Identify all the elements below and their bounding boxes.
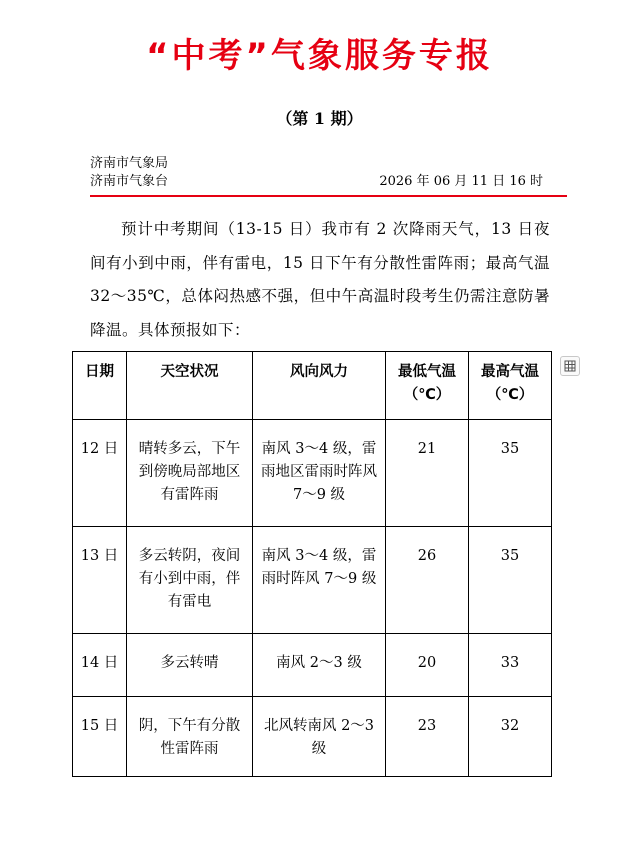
issuer-observatory: 济南市气象台	[90, 174, 169, 189]
cell-max-temp: 32	[469, 697, 552, 777]
issue-number: （第 1 期）	[276, 109, 363, 128]
col-header-sky: 天空状况	[127, 352, 253, 420]
header-divider	[90, 195, 567, 197]
table-row	[73, 420, 552, 527]
table-row	[73, 697, 552, 777]
issue-datetime: 2026 年 06 月 11 日 16 时	[379, 174, 543, 189]
forecast-table	[72, 351, 552, 777]
cell-date: 13 日	[73, 527, 127, 634]
table-header-row	[73, 352, 552, 420]
cell-min-temp: 21	[386, 420, 469, 527]
table-icon[interactable]	[560, 356, 580, 376]
col-header-min-temp: 最低气温（℃）	[386, 352, 469, 420]
cell-min-temp: 26	[386, 527, 469, 634]
table-row	[73, 527, 552, 634]
forecast-intro: 预计中考期间（13-15 日）我市有 2 次降雨天气，13 日夜间有小到中雨，伴有雷电，15 日下午有分散性雷阵雨；最高气温 32～35℃，总体闷热感不强，但中午高温时段考生仍需注意防暑降温。具体预报如下：	[90, 220, 550, 339]
report-title: “中考”气象服务专报	[146, 36, 493, 76]
cell-wind: 南风 2～3 级	[253, 634, 386, 697]
cell-sky: 阴，下午有分散性雷阵雨	[127, 697, 253, 777]
cell-max-temp: 35	[469, 420, 552, 527]
cell-max-temp: 33	[469, 634, 552, 697]
cell-sky: 多云转阴，夜间有小到中雨，伴有雷电	[127, 527, 253, 634]
table-grid-icon	[561, 357, 579, 375]
cell-sky: 晴转多云，下午到傍晚局部地区有雷阵雨	[127, 420, 253, 527]
cell-sky: 多云转晴	[127, 634, 253, 697]
cell-wind: 南风 3～4 级，雷雨地区雷雨时阵风 7～9 级	[253, 420, 386, 527]
cell-date: 14 日	[73, 634, 127, 697]
table-row	[73, 634, 552, 697]
cell-min-temp: 23	[386, 697, 469, 777]
col-header-date: 日期	[73, 352, 127, 420]
cell-max-temp: 35	[469, 527, 552, 634]
cell-wind: 南风 3～4 级，雷雨时阵风 7～9 级	[253, 527, 386, 634]
cell-min-temp: 20	[386, 634, 469, 697]
cell-date: 15 日	[73, 697, 127, 777]
col-header-wind: 风向风力	[253, 352, 386, 420]
cell-date: 12 日	[73, 420, 127, 527]
col-header-max-temp: 最高气温（℃）	[469, 352, 552, 420]
cell-wind: 北风转南风 2～3 级	[253, 697, 386, 777]
issuer-bureau: 济南市气象局	[90, 156, 169, 171]
